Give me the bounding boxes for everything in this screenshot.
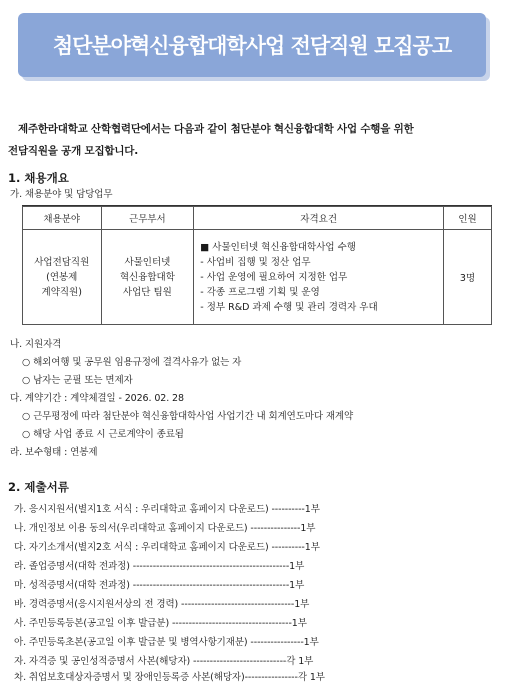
qualification-line: - 각종 프로그램 기획 및 운영 <box>200 286 320 298</box>
doc-item: 가. 응시지원서(별지1호 서식 : 우리대학교 홈페이지 다운로드) ----------1부 <box>14 504 320 515</box>
table-header-row <box>23 207 492 230</box>
qualification-line: - 사업 운영에 필요하여 지정한 업무 <box>200 271 348 283</box>
doc-item: 라. 졸업증명서(대학 전과정) -----------------------------------------------1부 <box>14 561 305 572</box>
cell-qualification <box>194 230 444 325</box>
field-line: (연봉제 <box>46 271 78 283</box>
header-count: 인원 <box>444 207 492 230</box>
doc-item: 아. 주민등록초본(공고일 이후 발급분 및 병역사항기재분) ----------------1부 <box>14 637 319 648</box>
field-line: 사업전담직원 <box>34 256 90 268</box>
doc-item: 차. 취업보호대상자증명서 및 장애인등록증 사본(해당자)----------------각 1부 <box>14 672 325 683</box>
qualification-line: - 사업비 집행 및 정산 업무 <box>200 256 311 268</box>
section1-na: 나. 지원자격 <box>10 339 62 350</box>
doc-item: 자. 자격증 및 공인성적증명서 사본(해당자) ----------------------------각 1부 <box>14 656 314 667</box>
field-line: 계약직원) <box>41 286 82 298</box>
section1-ra: 라. 보수형태 : 연봉제 <box>10 447 98 458</box>
intro-line-1: 제주한라대학교 산학협력단에서는 다음과 같이 첨단분야 혁신융합대학 사업 수행을 위한 <box>18 123 414 135</box>
doc-item: 바. 경력증명서(응시지원서상의 전 경력) ----------------------------------1부 <box>14 599 310 610</box>
doc-item: 다. 자기소개서(별지2호 서식 : 우리대학교 홈페이지 다운로드) ----------1부 <box>14 542 320 553</box>
qualification-line: ■ 사물인터넷 혁신융합대학사업 수행 <box>200 241 356 253</box>
cell-count: 3명 <box>444 230 492 325</box>
recruitment-table <box>22 206 492 325</box>
doc-item: 나. 개인정보 이용 동의서(우리대학교 홈페이지 다운로드) ---------------1부 <box>14 523 316 534</box>
dept-line: 사물인터넷 <box>124 256 171 268</box>
cell-field <box>23 230 102 325</box>
section1-heading: 1. 채용개요 <box>8 171 69 185</box>
qualification-line: - 정부 R&D 과제 수행 및 관리 경력자 우대 <box>200 301 378 313</box>
header-dept: 근무부서 <box>101 207 194 230</box>
table-row <box>23 230 492 325</box>
da-item-2: ○ 해당 사업 종료 시 근로계약이 종료됨 <box>22 429 184 440</box>
na-item-1: ○ 해외여행 및 공무원 임용규정에 결격사유가 없는 자 <box>22 357 242 368</box>
section1-ga: 가. 채용분야 및 담당업무 <box>10 189 113 200</box>
section2-heading: 2. 제출서류 <box>8 480 69 494</box>
header-field: 채용분야 <box>23 207 102 230</box>
cell-dept <box>101 230 194 325</box>
intro-paragraph <box>8 118 504 162</box>
title-banner <box>18 13 486 77</box>
page-title: 첨단분야혁신융합대학사업 전담직원 모집공고 <box>52 34 452 58</box>
na-item-2: ○ 남자는 군필 또는 면제자 <box>22 375 133 386</box>
header-qualification: 자격요건 <box>194 207 444 230</box>
dept-line: 혁신융합대학 <box>119 271 175 283</box>
section1-da: 다. 계약기간 : 계약체결일 - 2026. 02. 28 <box>10 393 184 404</box>
doc-item: 마. 성적증명서(대학 전과정) -----------------------------------------------1부 <box>14 580 305 591</box>
dept-line: 사업단 팀원 <box>122 286 172 298</box>
doc-item: 사. 주민등록등본(공고일 이후 발급분) ------------------------------------1부 <box>14 618 307 629</box>
intro-line-2: 전담직원을 공개 모집합니다. <box>8 145 139 157</box>
da-item-1: ○ 근무평정에 따라 첨단분야 혁신융합대학사업 사업기간 내 회계연도마다 재계약 <box>22 411 354 422</box>
